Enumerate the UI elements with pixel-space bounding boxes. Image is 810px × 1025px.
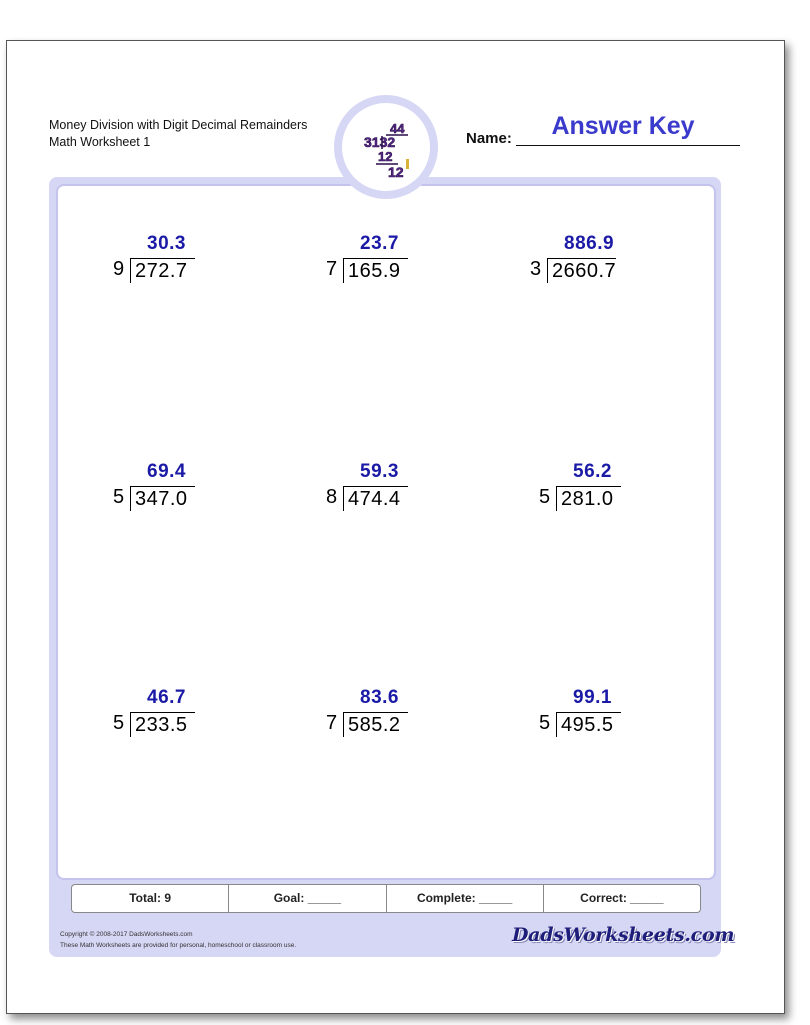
problem-1-divisor: 9 — [113, 258, 125, 280]
problem-3-quotient: 886.9 — [564, 233, 615, 254]
problem-4-quotient: 69.4 — [147, 461, 186, 482]
division-logo-icon — [342, 103, 430, 191]
score-correct: Correct: _____ — [580, 891, 664, 905]
problem-3-divisor: 3 — [530, 258, 542, 280]
problem-2-dividend: 165.9 — [343, 258, 408, 283]
problem-5 — [326, 461, 446, 521]
problem-1-quotient: 30.3 — [147, 233, 186, 254]
answer-key-label: Answer Key — [551, 112, 695, 140]
problem-5-dividend: 474.4 — [343, 486, 408, 511]
name-line — [516, 145, 740, 146]
problem-9-dividend: 495.5 — [556, 712, 621, 737]
problem-9-divisor: 5 — [539, 712, 551, 734]
copyright-notice — [60, 929, 296, 951]
problem-4 — [113, 461, 233, 521]
score-bar — [71, 884, 701, 913]
name-label: Name: — [466, 130, 512, 147]
problem-5-quotient: 59.3 — [360, 461, 399, 482]
problem-7-divisor: 5 — [113, 712, 125, 734]
problem-2-divisor: 7 — [326, 258, 338, 280]
problem-4-dividend: 347.0 — [130, 486, 195, 511]
copyright-line: Copyright © 2008-2017 DadsWorksheets.com — [60, 931, 193, 938]
title-line-2: Math Worksheet 1 — [49, 135, 151, 149]
problem-6-divisor: 5 — [539, 486, 551, 508]
problem-1-dividend: 272.7 — [130, 258, 195, 283]
score-total: Total: 9 — [72, 885, 229, 912]
problem-8-divisor: 7 — [326, 712, 338, 734]
problem-7-quotient: 46.7 — [147, 687, 186, 708]
problem-2-quotient: 23.7 — [360, 233, 399, 254]
problem-6-quotient: 56.2 — [573, 461, 612, 482]
problem-6-dividend: 281.0 — [556, 486, 621, 511]
worksheet-title — [49, 117, 307, 151]
title-line-1: Money Division with Digit Decimal Remainders — [49, 118, 308, 132]
problem-8-quotient: 83.6 — [360, 687, 399, 708]
usage-notice: These Math Worksheets are provided for personal, homeschool or classroom use. — [60, 942, 297, 949]
brand-logo: DadsWorksheets.com — [512, 924, 735, 946]
problem-8 — [326, 687, 446, 747]
problem-9 — [539, 687, 659, 747]
problem-1 — [113, 233, 233, 293]
logo-row-3: 12 — [378, 149, 393, 164]
score-complete: Complete: _____ — [387, 885, 544, 912]
problem-5-divisor: 8 — [326, 486, 338, 508]
logo-row-1: 44 — [390, 121, 405, 136]
problem-6 — [539, 461, 659, 521]
problem-4-divisor: 5 — [113, 486, 125, 508]
problem-2 — [326, 233, 446, 293]
problem-7 — [113, 687, 233, 747]
logo-row-2: 3132 — [364, 134, 396, 150]
problem-8-dividend: 585.2 — [343, 712, 408, 737]
problem-3-dividend: 2660.7 — [547, 258, 616, 283]
logo-row-4: 12 — [388, 164, 404, 180]
problem-3 — [530, 233, 650, 293]
problem-7-dividend: 233.5 — [130, 712, 195, 737]
division-logo — [334, 95, 438, 199]
score-goal: Goal: _____ — [229, 885, 386, 912]
problem-9-quotient: 99.1 — [573, 687, 612, 708]
